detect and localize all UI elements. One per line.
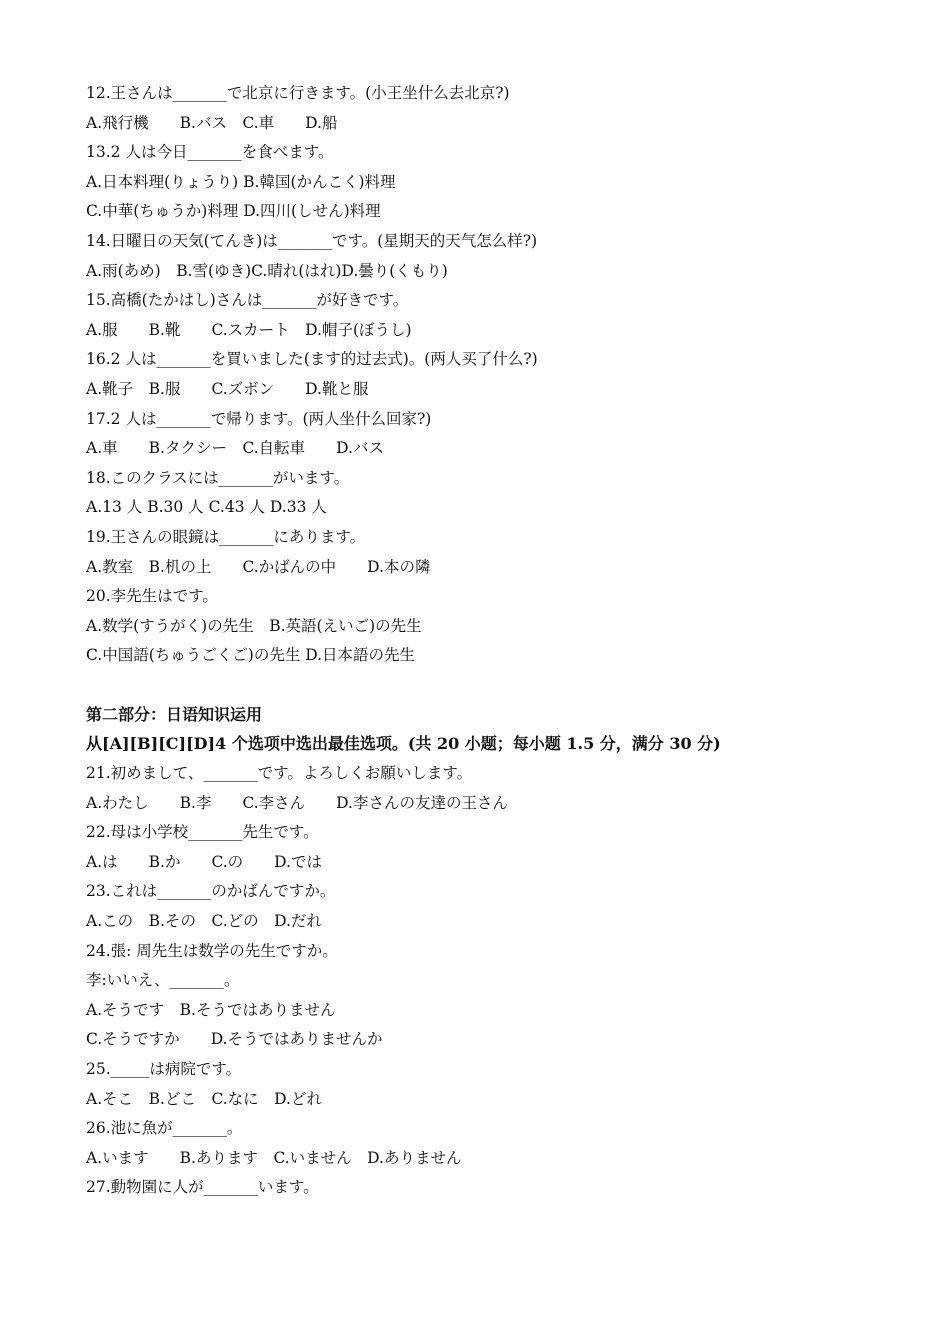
text-line: C.中華(ちゅうか)料理 D.四川(しせん)料理 bbox=[86, 202, 381, 221]
text-line: A.日本料理(りょうり) B.韓国(かんこく)料理 bbox=[86, 172, 396, 191]
section-title: 第二部分：日语知识运用 bbox=[86, 704, 263, 724]
text-line: A.は B.か C.の D.では bbox=[86, 852, 322, 871]
text-line: 12.王さんは_______で北京に行きます。(小王坐什么去北京?) bbox=[86, 84, 510, 102]
text-line: A.この B.その C.どの D.だれ bbox=[86, 912, 322, 931]
text-line: 15.高橋(たかはし)さんは_______が好きです。 bbox=[86, 291, 409, 310]
text-line: 22.母は小学校_______先生です。 bbox=[86, 823, 319, 842]
text-line: A.雨(あめ) B.雪(ゆき)C.晴れ(はれ)D.曇り(くもり) bbox=[86, 261, 448, 280]
text-line: A.わたし B.李 C.李さん D.李さんの友達の王さん bbox=[86, 793, 508, 812]
text-line: 17.2 人は_______で帰ります。(两人坐什么回家?) bbox=[86, 409, 432, 428]
text-line: A.そうです B.そうではありません bbox=[86, 1000, 336, 1019]
text-line: A.教室 B.机の上 C.かばんの中 D.本の隣 bbox=[86, 557, 431, 576]
section-spacer bbox=[86, 671, 906, 700]
text-line: A.13 人 B.30 人 C.43 人 D.33 人 bbox=[86, 498, 327, 517]
text-line: 18.このクラスには_______がいます。 bbox=[86, 468, 350, 487]
text-line: 李:いいえ、_______。 bbox=[86, 971, 240, 990]
text-line: 16.2 人は_______を買いました(ます的过去式)。(两人买了什么?) bbox=[86, 350, 538, 369]
text-line: 25._____は病院です。 bbox=[86, 1060, 242, 1078]
text-line: A.服 B.靴 C.スカート D.帽子(ぼうし) bbox=[86, 320, 412, 339]
text-line: 23.これは_______のかばんですか。 bbox=[86, 882, 336, 901]
text-line: A.そこ B.どこ C.なに D.どれ bbox=[86, 1089, 322, 1108]
section-instruction: 从[A][B][C][D]4 个选项中选出最佳选项。(共 20 小题；每小题 1.5 分，满分 30 分) bbox=[86, 734, 721, 754]
text-line: A.飛行機 B.バス C.車 D.船 bbox=[86, 113, 338, 132]
text-line: 24.張: 周先生は数学の先生ですか。 bbox=[86, 941, 338, 960]
text-line: C.そうですか D.そうではありませんか bbox=[86, 1030, 383, 1049]
text-line: 21.初めまして、_______です。よろしくお願いします。 bbox=[86, 764, 473, 783]
text-line: A.車 B.タクシー C.自転車 D.バス bbox=[86, 439, 384, 458]
text-line: A.数学(すうがく)の先生 B.英語(えいご)の先生 bbox=[86, 616, 422, 635]
document-page bbox=[86, 79, 906, 1203]
questions-part-two bbox=[86, 759, 906, 1203]
text-line: 14.日曜日の天気(てんき)は_______です。(星期天的天气怎么样?) bbox=[86, 231, 538, 250]
text-line: 19.王さんの眼鏡は_______にあります。 bbox=[86, 527, 366, 546]
text-line: 26.池に魚が_______。 bbox=[86, 1119, 243, 1138]
text-line: 20.李先生はです。 bbox=[86, 587, 218, 606]
text-line: 13.2 人は今日_______を食べます。 bbox=[86, 143, 334, 162]
questions-part-one bbox=[86, 79, 906, 671]
text-line: C.中国語(ちゅうごくご)の先生 D.日本語の先生 bbox=[86, 646, 416, 665]
text-line: 27.動物園に人が_______います。 bbox=[86, 1178, 319, 1197]
text-line: A.います B.あります C.いません D.ありません bbox=[86, 1148, 462, 1167]
text-line: A.靴子 B.服 C.ズボン D.靴と服 bbox=[86, 379, 369, 398]
